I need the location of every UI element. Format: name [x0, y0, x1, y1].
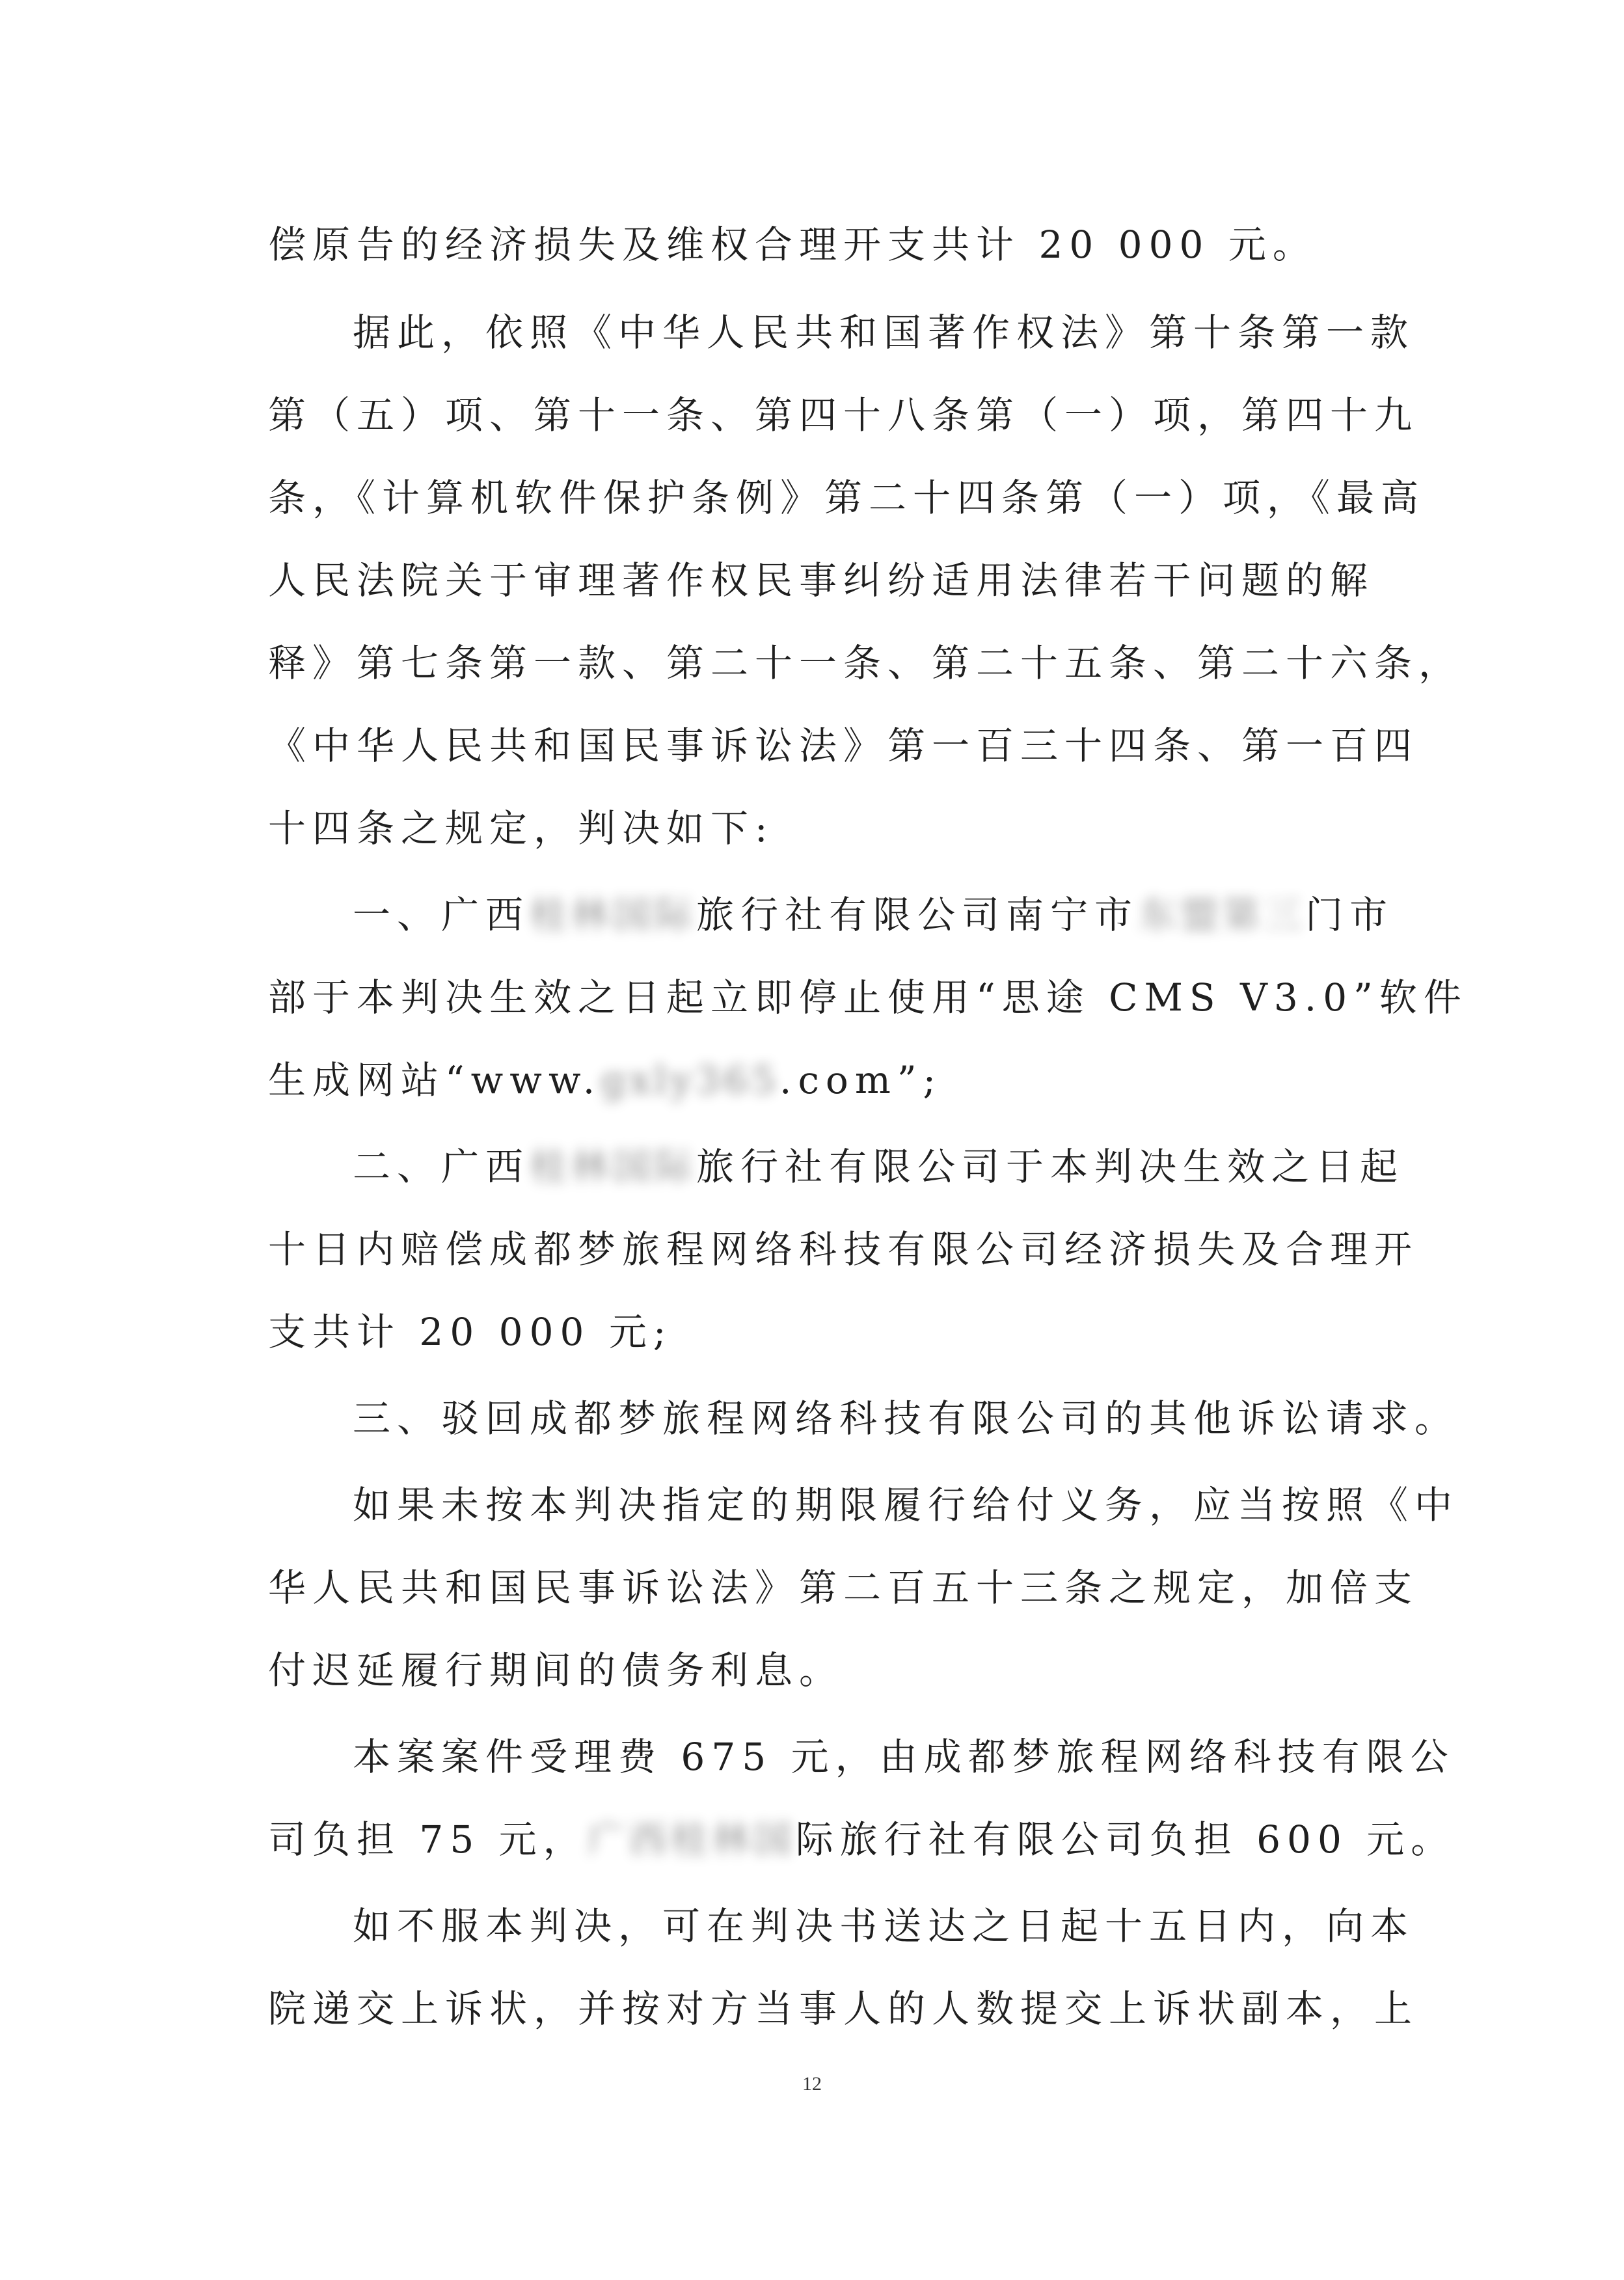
judgment-item-2	[268, 1139, 1405, 1195]
text-segment: 司负担 75 元，	[268, 1817, 588, 1862]
text-segment: 际旅行社有限公司负担 600 元。	[795, 1817, 1455, 1862]
text-line	[268, 1812, 1455, 1867]
text-line: 支共计 20 000 元;	[268, 1310, 673, 1354]
text-line: 偿原告的经济损失及维权合理开支共计 20 000 元。	[268, 223, 1317, 267]
text-line: 院递交上诉状，并按对方当事人的人数提交上诉状副本，上	[268, 1987, 1419, 2031]
text-line	[268, 1052, 1394, 1108]
page-number: 12	[802, 2073, 822, 2095]
text-line: 据此，依照《中华人民共和国著作权法》第十条第一款	[353, 310, 1415, 355]
judgment-item-3: 三、驳回成都梦旅程网络科技有限公司的其他诉讼请求。	[353, 1396, 1459, 1441]
text-line: 付迟延履行期间的债务利息。	[268, 1648, 844, 1692]
text-line: 十日内赔偿成都梦旅程网络科技有限公司经济损失及合理开	[268, 1227, 1419, 1271]
redacted-text: 广西桂林国	[587, 1817, 796, 1862]
text-line: 华人民共和国民事诉讼法》第二百五十三条之规定，加倍支	[268, 1566, 1419, 1610]
text-line: 条，《计算机软件保护条例》第二十四条第（一）项，《最高	[268, 476, 1426, 520]
text-segment: 二、广西	[353, 1145, 530, 1189]
redacted-text: 东盟第三	[1139, 893, 1306, 937]
text-segment: 门市	[1305, 893, 1394, 937]
redacted-text: 桂林国际	[530, 1145, 697, 1189]
text-line: 如不服本判决，可在判决书送达之日起十五日内，向本	[353, 1904, 1415, 1948]
judgment-item-1	[268, 887, 1394, 943]
text-line: 《中华人民共和国民事诉讼法》第一百三十四条、第一百四	[268, 724, 1419, 768]
text-line: 如果未按本判决指定的期限履行给付义务，应当按照《中	[353, 1483, 1459, 1527]
text-line: 人民法院关于审理著作权民事纠纷适用法律若干问题的解	[268, 558, 1375, 603]
text-segment: 旅行社有限公司于本判决生效之日起	[696, 1145, 1405, 1189]
redacted-text: gxly365	[601, 1058, 780, 1102]
text-line: 本案案件受理费 675 元，由成都梦旅程网络科技有限公	[353, 1735, 1455, 1779]
redacted-text: 桂林国际	[530, 893, 697, 937]
text-line: 部于本判决生效之日起立即停止使用“思途 CMS V3.0”软件	[268, 975, 1468, 1020]
text-segment: 旅行社有限公司南宁市	[696, 893, 1139, 937]
text-line: 十四条之规定，判决如下:	[268, 806, 774, 850]
text-line: 释》第七条第一款、第二十一条、第二十五条、第二十六条，	[268, 641, 1463, 685]
text-segment: 一、广西	[353, 893, 530, 937]
text-line: 第（五）项、第十一条、第四十八条第（一）项，第四十九	[268, 393, 1419, 437]
text-segment: .com”;	[779, 1058, 943, 1102]
text-segment: 生成网站“www.	[268, 1058, 602, 1102]
